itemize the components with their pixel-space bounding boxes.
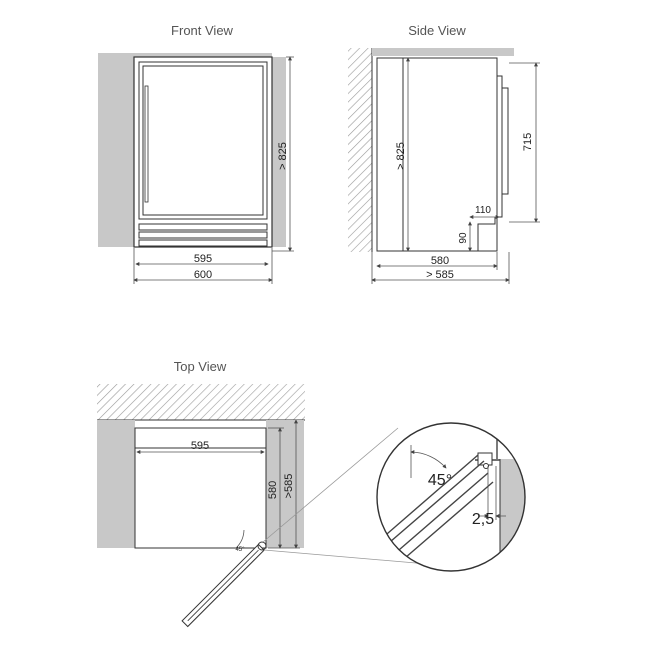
top-min-depth-label: >585 [283, 473, 295, 499]
left-cabinet-wall [98, 57, 134, 247]
front-view-title: Front View [171, 23, 233, 38]
top-small-angle-label: 45° [235, 547, 245, 553]
side-min-depth-label: > 585 [426, 269, 454, 281]
rear-wall-hatch [348, 48, 372, 252]
step-width-label: 110 [475, 205, 491, 216]
front-view [98, 23, 294, 284]
top-view-title: Top View [173, 359, 227, 374]
appliance-side-body [403, 58, 497, 251]
top-angle-arc [236, 530, 244, 548]
door-handle [145, 86, 148, 202]
top-open-door [182, 544, 264, 626]
side-height-label: > 825 [395, 142, 407, 170]
front-height-label: > 825 [277, 142, 289, 170]
detail-angle-label: 45° [427, 472, 453, 489]
top-width-label: 595 [190, 440, 210, 452]
door-height-label: 715 [522, 132, 534, 152]
side-depth-label: 580 [430, 255, 450, 267]
side-handle [502, 88, 508, 194]
detail-callout [263, 422, 540, 580]
detail-content [376, 422, 540, 580]
front-inner-width-label: 595 [193, 253, 213, 265]
side-view [348, 23, 540, 284]
detail-gap-label: 2,5 [471, 511, 495, 528]
side-countertop [372, 48, 514, 56]
front-outer-width-label: 600 [193, 269, 213, 281]
top-depth-label: 580 [267, 480, 279, 500]
detail-cabinet-wall [500, 459, 540, 579]
side-view-title: Side View [408, 23, 466, 38]
plinth-step [478, 217, 495, 251]
door-side-profile [497, 76, 502, 217]
step-height-label: 90 [458, 232, 469, 244]
top-view [97, 359, 305, 626]
top-rear-wall-hatch [97, 384, 305, 420]
top-left-cabinet [97, 420, 135, 548]
